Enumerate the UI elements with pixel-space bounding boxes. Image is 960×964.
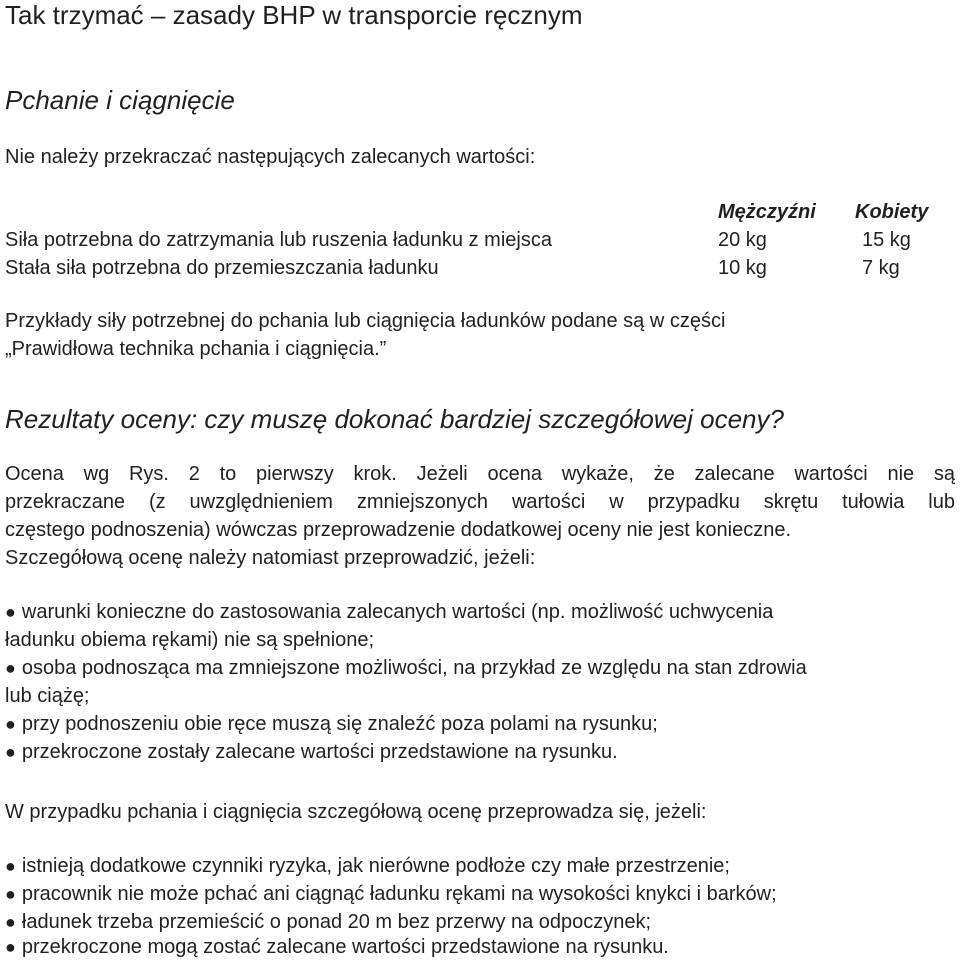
examples-text-line: Przykłady siły potrzebnej do pchania lub ciągnięcia ładunków podane są w części [5, 310, 726, 332]
table-cell-women: 15 kg [862, 229, 911, 251]
bullet-icon: ● [5, 856, 16, 876]
list-item-continuation: lub ciążę; [5, 685, 90, 707]
table-cell-men: 10 kg [718, 257, 767, 279]
list-item-continuation: ładunku obiema rękami) nie są spełnione; [5, 629, 375, 651]
bullet-icon: ● [5, 912, 16, 932]
table-cell-men: 20 kg [718, 229, 767, 251]
column-header-men: Mężczyźni [718, 201, 816, 223]
section-heading-results: Rezultaty oceny: czy muszę dokonać bardziej szczegółowej oceny? [5, 404, 784, 434]
paragraph-line: Szczegółową ocenę należy natomiast przeprowadzić, jeżeli: [5, 547, 536, 569]
list-item: ● pracownik nie może pchać ani ciągnąć ładunku rękami na wysokości knykci i barków; [5, 883, 777, 905]
table-row-label: Stała siła potrzebna do przemieszczania ładunku [5, 257, 439, 279]
table-row-label: Siła potrzebna do zatrzymania lub ruszenia ładunku z miejsca [5, 229, 552, 251]
bullet-icon: ● [5, 602, 16, 622]
bullet-icon: ● [5, 742, 16, 762]
bullet-icon: ● [5, 884, 16, 904]
intro-text: Nie należy przekraczać następujących zalecanych wartości: [5, 146, 536, 168]
list-item: ● istnieją dodatkowe czynniki ryzyka, jak nierówne podłoże czy małe przestrzenie; [5, 855, 730, 877]
list-item: ● przekroczone zostały zalecane wartości przedstawione na rysunku. [5, 741, 618, 763]
push-intro-text: W przypadku pchania i ciągnięcia szczegółową ocenę przeprowadza się, jeżeli: [5, 801, 707, 823]
column-header-women: Kobiety [855, 201, 929, 223]
bullet-icon: ● [5, 714, 16, 734]
list-item: ● przy podnoszeniu obie ręce muszą się znaleźć poza polami na rysunku; [5, 713, 658, 735]
examples-text-line: „Prawidłowa technika pchania i ciągnięcia.” [5, 338, 387, 360]
list-item: ● osoba podnosząca ma zmniejszone możliwości, na przykład ze względu na stan zdrowia [5, 657, 807, 679]
list-item: ● przekroczone mogą zostać zalecane wartości przedstawione na rysunku. [5, 936, 669, 958]
paragraph-line: przekraczane (z uwzględnieniem zmniejszonych wartości w przypadku skrętu tułowia lub [5, 491, 955, 513]
page-title: Tak trzymać – zasady BHP w transporcie ręcznym [5, 0, 583, 30]
bullet-icon: ● [5, 658, 16, 678]
paragraph-line: częstego podnoszenia) wówczas przeprowadzenie dodatkowej oceny nie jest konieczne. [5, 519, 792, 541]
section-heading-pushing: Pchanie i ciągnięcie [5, 85, 235, 115]
paragraph-line: Ocena wg Rys. 2 to pierwszy krok. Jeżeli ocena wykaże, że zalecane wartości nie są [5, 463, 955, 485]
table-cell-women: 7 kg [862, 257, 900, 279]
list-item: ● ładunek trzeba przemieścić o ponad 20 m bez przerwy na odpoczynek; [5, 911, 652, 933]
bullet-icon: ● [5, 937, 16, 957]
list-item: ● warunki konieczne do zastosowania zalecanych wartości (np. możliwość uchwycenia [5, 601, 774, 623]
